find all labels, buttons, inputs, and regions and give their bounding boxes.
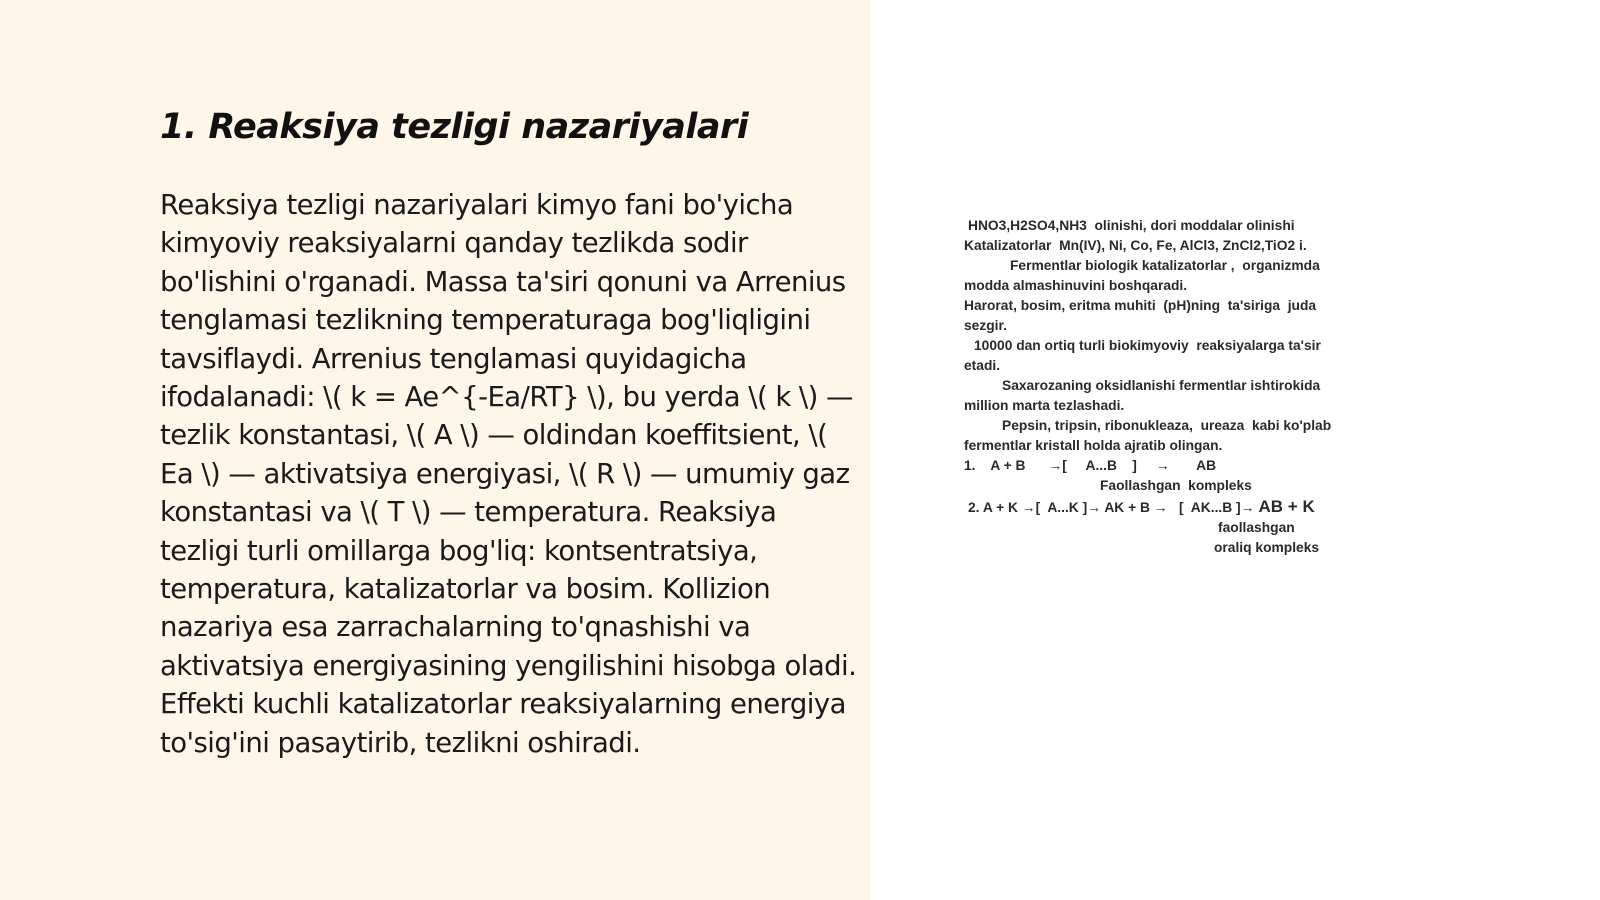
reaction-1-label: Faollashgan kompleks [1100, 478, 1252, 493]
figure-line: Pepsin, tripsin, ribonukleaza, ureaza kabi ko'plab [1002, 418, 1332, 433]
figure-line: million marta tezlashadi. [964, 398, 1125, 413]
figure-line: sezgir. [964, 318, 1007, 333]
catalysis-figure [964, 216, 1424, 566]
figure-line: etadi. [964, 358, 1001, 373]
reaction-2-product: AB + K [1254, 497, 1315, 516]
figure-line: fermentlar kristall holda ajratib olingan. [964, 438, 1223, 453]
figure-line: 10000 dan ortiq turli biokimyoviy reaksiyalarga ta'sir [974, 338, 1321, 353]
slide-title: 1. Reaksiya tezligi nazariyalari [160, 107, 749, 147]
reaction-2-label: oraliq kompleks [1214, 540, 1320, 555]
figure-line: Saxarozaning oksidlanishi fermentlar ishtirokida [1002, 378, 1321, 393]
figure-line: modda almashinuvini boshqaradi. [964, 278, 1188, 293]
reaction-2-steps: 2. A + K →[ A...K ]→ AK + B → [ AK...B ]→ [968, 500, 1255, 515]
slide-body-text: Reaksiya tezligi nazariyalari kimyo fani bo'yicha kimyoviy reaksiyalarni qanday tezlikda sodir bo'lishini o'rganadi. Massa ta'siri qonuni va Arrenius tenglamasi tezlikning temperaturaga bog'liqligini tavsiflaydi. Arrenius tenglamasi quyidagicha ifodalanadi: \( k = Ae^{-Ea/RT} \), bu yerda \( k \) — tezlik konstantasi, \( A \) — oldindan koeffitsient, \( Ea \) — aktivatsiya energiyasi, \( R \) — umumiy gaz konstantasi va \( T \) — temperatura. Reaksiya tezligi turli omillarga bog'liq: kontsentratsiya, temperatura, katalizatorlar va bosim. Kollizion nazariya esa zarrachalarning to'qnashishi va aktivatsiya energiyasining yengilishini hisobga oladi. Effekti kuchli katalizatorlar reaksiyalarning energiya to'sig'ini pasaytirib, tezlikni oshiradi. [160, 189, 857, 759]
figure-line: Fermentlar biologik katalizatorlar , organizmda [1010, 258, 1320, 273]
reaction-2 [968, 497, 1315, 517]
figure-line: Katalizatorlar Mn(IV), Ni, Co, Fe, AlCl3, ZnCl2,TiO2 i. [964, 238, 1307, 253]
figure-line: HNO3,H2SO4,NH3 olinishi, dori moddalar olinishi [968, 218, 1295, 233]
figure-line: Harorat, bosim, eritma muhiti (pH)ning ta'siriga juda [964, 298, 1317, 313]
reaction-2-label: faollashgan [1218, 520, 1295, 535]
reaction-1: 1. A + B →[ A...B ] → AB [964, 458, 1217, 473]
